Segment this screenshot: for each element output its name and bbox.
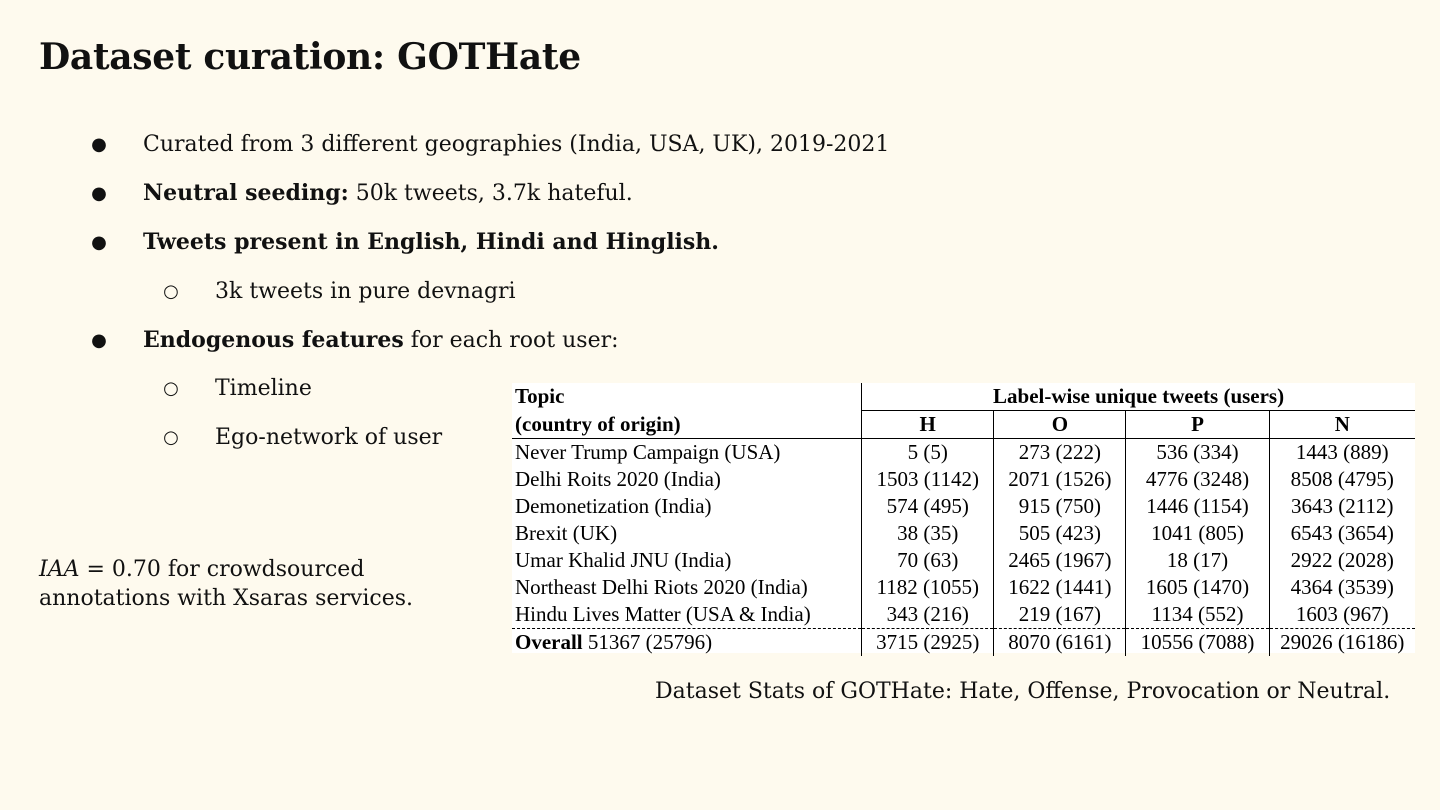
overall-o: 8070 (6161) [994,629,1126,657]
cell-n: 8508 (4795) [1269,466,1415,493]
cell-n: 6543 (3654) [1269,520,1415,547]
bullet-text [143,132,889,157]
table-row [512,601,1415,629]
bullet-plain-text: 50k tweets, 3.7k hateful. [348,181,633,206]
bullet-dot-icon: ● [91,329,107,351]
topic-cell: Hindu Lives Matter (USA & India) [515,602,811,626]
bullet-dot-icon: ● [91,133,107,155]
table-row [512,574,1415,601]
cell-p: 1605 (1470) [1126,574,1269,601]
overall-p: 10556 (7088) [1126,629,1269,657]
header-topic: Topic [515,384,565,409]
bullet-text [215,425,442,450]
bullet-plain-text: Timeline [215,375,312,401]
bullet-circle-icon: ○ [163,280,179,302]
overall-n: 29026 (16186) [1269,629,1415,657]
table-row [512,547,1415,574]
cell-p: 4776 (3248) [1126,466,1269,493]
bullet-plain-text: 3k tweets in pure devnagri [215,278,516,304]
cell-p: 1041 (805) [1126,520,1269,547]
iaa-math: IAA [39,557,80,582]
cell-p: 1446 (1154) [1126,493,1269,520]
table-row [512,466,1415,493]
bullet-text [215,279,516,304]
overall-label: Overall [515,630,583,654]
topic-cell: Brexit (UK) [515,521,618,545]
cell-n: 2922 (2028) [1269,547,1415,574]
cell-n: 3643 (2112) [1269,493,1415,520]
bullet-plain-text: Ego-network of user [215,424,443,450]
cell-n: 4364 (3539) [1269,574,1415,601]
topic-cell: Delhi Roits 2020 (India) [515,467,721,491]
bullet-text [143,229,719,255]
table-caption: Dataset Stats of GOTHate: Hate, Offense, Provocation or Neutral. [655,679,1391,704]
cell-o: 505 (423) [994,520,1126,547]
bullet-bold-text: Neutral seeding: [143,180,349,206]
cell-o: 219 (167) [994,601,1126,629]
bullet-dot-icon: ● [91,182,107,204]
cell-o: 1622 (1441) [994,574,1126,601]
bullet-plain-text: Curated from 3 different geographies (India, USA, UK), 2019-2021 [143,131,890,157]
bullet-circle-icon: ○ [163,426,179,448]
table-row-overall [512,629,1415,657]
iaa-note [39,555,499,613]
overall-cell [512,629,862,657]
cell-p: 18 (17) [1126,547,1269,574]
bullet-text [215,376,312,401]
iaa-text: for crowdsourced annotations with Xsaras services. [39,557,413,611]
header-n: N [1269,411,1415,439]
bullet-text [143,180,633,206]
cell-p: 1134 (552) [1126,601,1269,629]
topic-cell: Umar Khalid JNU (India) [515,548,732,572]
cell-h: 1503 (1142) [862,466,994,493]
cell-p: 536 (334) [1126,439,1269,467]
bullet-bold-text: Endogenous features [143,327,404,353]
header-label-group: Label-wise unique tweets (users) [862,383,1415,411]
table-row [512,520,1415,547]
topic-cell: Demonetization (India) [515,494,712,518]
cell-h: 38 (35) [862,520,994,547]
bullet-text [143,327,619,353]
dataset-stats-table [512,383,1415,653]
cell-o: 2465 (1967) [994,547,1126,574]
cell-h: 1182 (1055) [862,574,994,601]
slide-title: Dataset curation: GOTHate [39,36,581,78]
overall-total: 51367 (25796) [582,630,713,654]
header-p: P [1126,411,1269,439]
bullet-dot-icon: ● [91,231,107,253]
cell-h: 343 (216) [862,601,994,629]
topic-cell: Never Trump Campaign (USA) [515,440,781,464]
iaa-equals: = 0.70 [79,557,161,582]
cell-n: 1443 (889) [1269,439,1415,467]
table-row [512,493,1415,520]
cell-n: 1603 (967) [1269,601,1415,629]
header-h: H [862,411,994,439]
cell-o: 915 (750) [994,493,1126,520]
bullet-plain-text: for each root user: [403,328,619,353]
overall-h: 3715 (2925) [862,629,994,657]
cell-h: 5 (5) [862,439,994,467]
cell-h: 574 (495) [862,493,994,520]
bullet-circle-icon: ○ [163,377,179,399]
topic-cell: Northeast Delhi Riots 2020 (India) [515,575,808,599]
bullet-bold-text: Tweets present in English, Hindi and Hinglish. [143,229,719,255]
header-country: (country of origin) [512,411,862,439]
cell-o: 273 (222) [994,439,1126,467]
cell-h: 70 (63) [862,547,994,574]
header-o: O [994,411,1126,439]
table-row [512,439,1415,467]
cell-o: 2071 (1526) [994,466,1126,493]
